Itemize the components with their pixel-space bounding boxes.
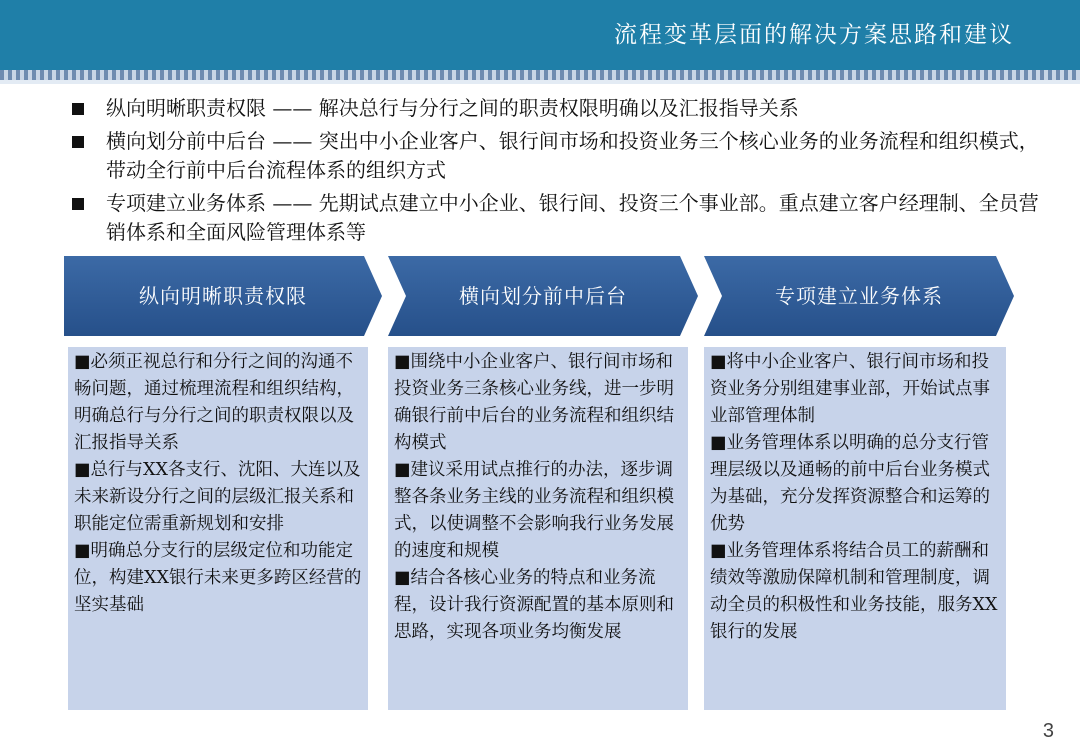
chevron-header-3 (704, 256, 1014, 336)
box-item: ■业务管理体系以明确的总分支行管理层级以及通畅的前中后台业务模式为基础，充分发挥资源整合和运筹的优势 (710, 433, 990, 534)
chevron-label: 横向划分前中后台 (459, 284, 627, 308)
box-item: ■结合各核心业务的特点和业务流程，设计我行资源配置的基本原则和思路，实现各项业务均衡发展 (394, 568, 674, 642)
summary-bullet-text: 横向划分前中后台 —— 突出中小企业客户、银行间市场和投资业务三个核心业务的业务流程和组织模式，带动全行前中后台流程体系的组织方式 (106, 129, 1039, 182)
decorative-band (0, 70, 1080, 80)
box-item: ■业务管理体系将结合员工的薪酬和绩效等激励保障机制和管理制度，调动全员的积极性和业务技能，服务XX银行的发展 (710, 541, 998, 642)
title-bar (0, 0, 1080, 70)
chevron-header-1 (64, 256, 382, 336)
square-bullet-icon (72, 198, 84, 210)
content-box-1 (68, 347, 368, 710)
chevron-header-2 (388, 256, 698, 336)
summary-bullet (70, 189, 1050, 247)
box-item: ■总行与XX各支行、沈阳、大连以及未来新设分行之间的层级汇报关系和职能定位需重新规划和安排 (74, 460, 361, 534)
box-item: ■围绕中小企业客户、银行间市场和投资业务三条核心业务线，进一步明确银行前中后台的业务流程和组织结构模式 (394, 352, 674, 453)
box-item: ■建议采用试点推行的办法，逐步调整各条业务主线的业务流程和组织模式，以使调整不会影响我行业务发展的速度和规模 (394, 460, 674, 561)
box-item: ■将中小企业客户、银行间市场和投资业务分别组建事业部，开始试点事业部管理体制 (710, 352, 990, 426)
summary-bullets (70, 94, 1050, 251)
content-box-2 (388, 347, 688, 710)
decorative-band-light (0, 80, 1080, 84)
square-bullet-icon (72, 103, 84, 115)
box-item: ■明确总分支行的层级定位和功能定位，构建XX银行未来更多跨区经营的坚实基础 (74, 541, 362, 615)
summary-bullet (70, 127, 1050, 185)
summary-bullet-text: 纵向明晰职责权限 —— 解决总行与分行之间的职责权限明确以及汇报指导关系 (106, 96, 799, 120)
summary-bullet (70, 94, 1050, 123)
page-number: 3 (1042, 720, 1054, 742)
content-box-3 (704, 347, 1006, 710)
page-title: 流程变革层面的解决方案思路和建议 (614, 22, 1014, 48)
chevron-label: 纵向明晰职责权限 (139, 284, 307, 308)
summary-bullet-text: 专项建立业务体系 —— 先期试点建立中小企业、银行间、投资三个事业部。重点建立客户经理制、全员营销体系和全面风险管理体系等 (106, 191, 1039, 244)
chevron-label: 专项建立业务体系 (775, 284, 943, 308)
box-item: ■必须正视总行和分行之间的沟通不畅问题，通过梳理流程和组织结构，明确总行与分行之间的职责权限以及汇报指导关系 (74, 352, 354, 453)
square-bullet-icon (72, 136, 84, 148)
